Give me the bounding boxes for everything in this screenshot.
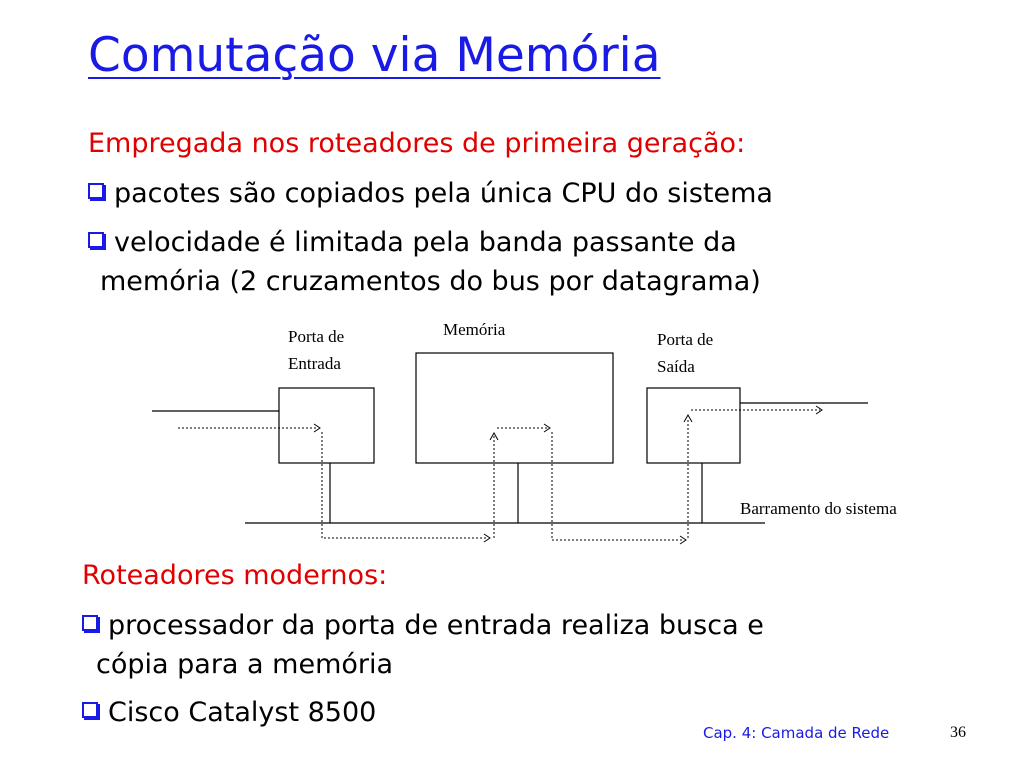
hollow-square-bullet-icon (82, 615, 98, 631)
bullet-item (82, 610, 764, 641)
page-number: 36 (950, 724, 966, 741)
bullet-continuation: cópia para a memória (96, 649, 394, 680)
footer-chapter: Cap. 4: Camada de Rede (703, 724, 890, 742)
input-port-box (279, 388, 374, 463)
datagram-path (178, 410, 820, 540)
output-port-label-line2: Saída (657, 357, 695, 376)
bullet-text: Cisco Catalyst 8500 (108, 697, 377, 728)
memory-box (416, 353, 613, 463)
bullet-text: processador da porta de entrada realiza busca e (108, 610, 764, 641)
section1-heading: Empregada nos roteadores de primeira geração: (88, 128, 746, 159)
bullet-continuation: memória (2 cruzamentos do bus por datagrama) (100, 266, 761, 297)
memory-label: Memória (443, 320, 506, 339)
bullet-text: velocidade é limitada pela banda passante da (114, 227, 737, 258)
hollow-square-bullet-icon (82, 702, 98, 718)
input-port-label-line1: Porta de (288, 327, 345, 346)
section2-heading: Roteadores modernos: (82, 560, 388, 591)
bus-label: Barramento do sistema (740, 499, 897, 518)
output-port-label-line1: Porta de (657, 330, 714, 349)
output-port-box (647, 388, 740, 463)
slide-title: Comutação via Memória (88, 28, 661, 83)
bullet-item (82, 697, 376, 728)
input-port-label-line2: Entrada (288, 354, 341, 373)
bullet-text: pacotes são copiados pela única CPU do sistema (114, 178, 773, 209)
